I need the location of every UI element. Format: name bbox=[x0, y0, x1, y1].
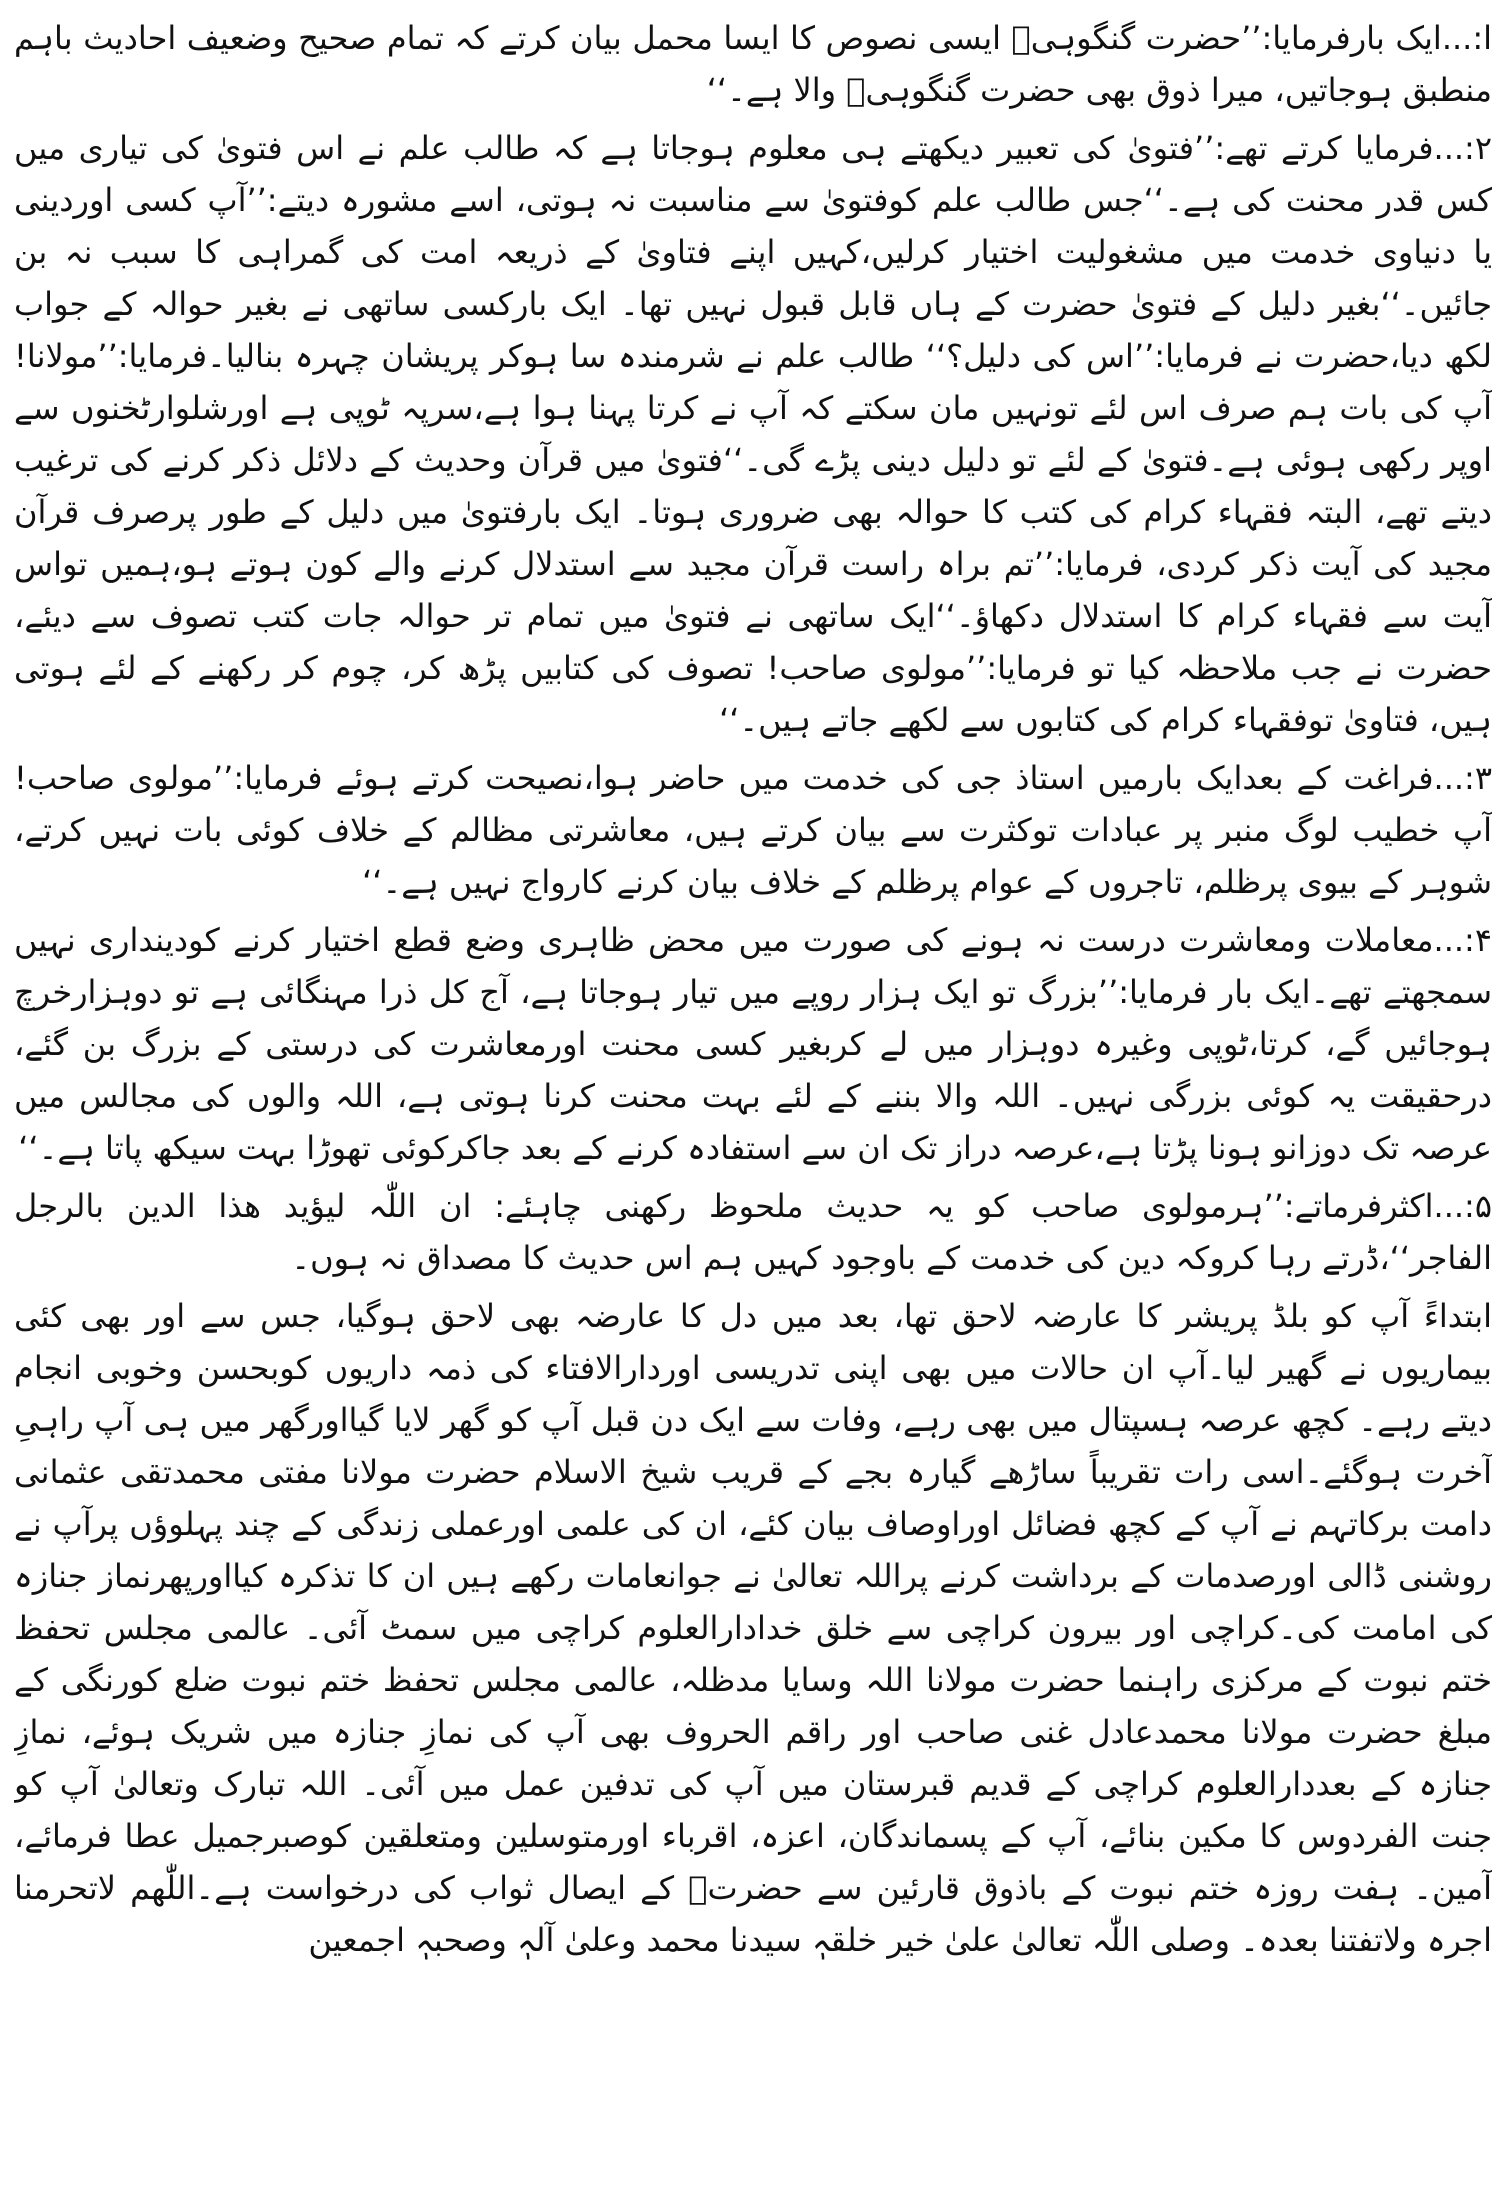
paragraph-4: ۴:...معاملات ومعاشرت درست نہ ہونے کی صورت میں محض ظاہری وضع قطع اختیار کرنے کودینداری نہیں سمجھتے تھے۔ایک بار فرمایا:’’بزرگ تو ایک ہزار روپے میں تیار ہوجاتا ہے، آج کل ذرا مہنگائی ہے تو دوہزارخرچ ہوجائیں گے، کرتا،ٹوپی وغیرہ دوہزار میں لے کربغیر کسی محنت اورمعاشرت کی درستی کے بزرگ بن گئے، درحقیقت یہ کوئی بزرگی نہیں۔ اللہ والا بننے کے لئے بہت محنت کرنا ہوتی ہے، اللہ والوں کی مجالس میں عرصہ تک دوزانو ہونا پڑتا ہے،عرصہ دراز تک ان سے استفادہ کرنے کے بعد جاکرکوئی تھوڑا بہت سیکھ پاتا ہے۔‘‘ bbox=[14, 921, 1492, 1167]
document-page bbox=[14, 12, 1492, 2188]
paragraph-6: ابتداءً آپ کو بلڈ پریشر کا عارضہ لاحق تھا، بعد میں دل کا عارضہ بھی لاحق ہوگیا، جس سے اور بھی کئی بیماریوں نے گھیر لیا۔آپ ان حالات میں بھی اپنی تدریسی اوردارالافتاء کی ذمہ داریوں کوبحسن وخوبی انجام دیتے رہے۔ کچھ عرصہ ہسپتال میں بھی رہے، وفات سے ایک دن قبل آپ کو گھر لایا گیااورگھر میں ہی آپ راہیِ آخرت ہوگئے۔اسی رات تقریباً ساڑھے گیارہ بجے کے قریب شیخ الاسلام حضرت مولانا مفتی محمدتقی عثمانی دامت برکاتہم نے آپ کے کچھ فضائل اوراوصاف بیان کئے، ان کی علمی اورعملی زندگی کے چند پہلوؤں پرآپ نے روشنی ڈالی اورصدمات کے برداشت کرنے پراللہ تعالیٰ نے جوانعامات رکھے ہیں ان کا تذکرہ کیااورپھرنماز جنازہ کی امامت کی۔کراچی اور بیرون کراچی سے خلق خدادارالعلوم کراچی میں سمٹ آئی۔ عالمی مجلس تحفظ ختم نبوت کے مرکزی راہنما حضرت مولانا اللہ وسایا مدظلہ، عالمی مجلس تحفظ ختم نبوت ضلع کورنگی کے مبلغ حضرت مولانا محمدعادل غنی صاحب اور راقم الحروف بھی آپ کی نمازِ جنازہ میں شریک ہوئے، نمازِ جنازہ کے بعددارالعلوم کراچی کے قدیم قبرستان میں آپ کی تدفین عمل میں آئی۔ اللہ تبارک وتعالیٰ آپ کو جنت الفردوس کا مکین بنائے، آپ کے پسماندگان، اعزہ، اقرباء اورمتوسلین ومتعلقین کوصبرجمیل عطا فرمائے، آمین۔ ہفت روزہ ختم نبوت کے باذوق قارئین سے حضرتؒ کے ایصال ثواب کی درخواست ہے۔اللّٰھم لاتحرمنا اجرہ ولاتفتنا بعدہ۔ وصلی اللّٰہ تعالیٰ علیٰ خیر خلقہٖ سیدنا محمد وعلیٰ آلہٖ وصحبہٖ اجمعین bbox=[14, 1297, 1492, 1959]
paragraph-2: ۲:...فرمایا کرتے تھے:’’فتویٰ کی تعبیر دیکھتے ہی معلوم ہوجاتا ہے کہ طالب علم نے اس فتویٰ کی تیاری میں کس قدر محنت کی ہے۔‘‘جس طالب علم کوفتویٰ سے مناسبت نہ ہوتی، اسے مشورہ دیتے:’’آپ کسی اوردینی یا دنیاوی خدمت میں مشغولیت اختیار کرلیں،کہیں اپنے فتاویٰ کے ذریعہ امت کی گمراہی کا سبب نہ بن جائیں۔‘‘بغیر دلیل کے فتویٰ حضرت کے ہاں قابل قبول نہیں تھا۔ ایک بارکسی ساتھی نے بغیر حوالہ کے جواب لکھ دیا،حضرت نے فرمایا:’’اس کی دلیل؟‘‘ طالب علم نے شرمندہ سا ہوکر پریشان چہرہ بنالیا۔فرمایا:’’مولانا! آپ کی بات ہم صرف اس لئے تونہیں مان سکتے کہ آپ نے کرتا پہنا ہوا ہے،سرپہ ٹوپی ہے اورشلوارٹخنوں سے اوپر رکھی ہوئی ہے۔فتویٰ کے لئے تو دلیل دینی پڑے گی۔‘‘فتویٰ میں قرآن وحدیث کے دلائل ذکر کرنے کی ترغیب دیتے تھے، البتہ فقہاء کرام کی کتب کا حوالہ بھی ضروری ہوتا۔ ایک بارفتویٰ میں دلیل کے طور پرصرف قرآن مجید کی آیت ذکر کردی، فرمایا:’’تم براہ راست قرآن مجید سے استدلال کرنے والے کون ہوتے ہو،ہمیں تواس آیت سے فقہاء کرام کا استدلال دکھاؤ۔‘‘ایک ساتھی نے فتویٰ میں تمام تر حوالہ جات کتب تصوف سے دیئے، حضرت نے جب ملاحظہ کیا تو فرمایا:’’مولوی صاحب! تصوف کی کتابیں پڑھ کر، چوم کر رکھنے کے لئے ہوتی ہیں، فتاویٰ توفقہاء کرام کی کتابوں سے لکھے جاتے ہیں۔‘‘ bbox=[14, 129, 1492, 739]
paragraph-3: ۳:...فراغت کے بعدایک بارمیں استاذ جی کی خدمت میں حاضر ہوا،نصیحت کرتے ہوئے فرمایا:’’مولوی صاحب! آپ خطیب لوگ منبر پر عبادات توکثرت سے بیان کرتے ہیں، معاشرتی مظالم کے خلاف کوئی بات نہیں کرتے، شوہر کے بیوی پرظلم، تاجروں کے عوام پرظلم کے خلاف بیان کرنے کارواج نہیں ہے۔‘‘ bbox=[14, 759, 1492, 901]
paragraph-5: ۵:...اکثرفرماتے:’’ہرمولوی صاحب کو یہ حدیث ملحوظ رکھنی چاہئے: ان اللّٰہ لیؤید ھذا الدین بالرجل الفاجر‘‘،ڈرتے رہا کروکہ دین کی خدمت کے باوجود کہیں ہم اس حدیث کا مصداق نہ ہوں۔ bbox=[14, 1187, 1492, 1277]
paragraph-1: ا:...ایک بارفرمایا:’’حضرت گنگوہیؒ ایسی نصوص کا ایسا محمل بیان کرتے کہ تمام صحیح وضعیف احادیث باہم منطبق ہوجاتیں، میرا ذوق بھی حضرت گنگوہیؒ والا ہے۔‘‘ bbox=[14, 19, 1492, 109]
